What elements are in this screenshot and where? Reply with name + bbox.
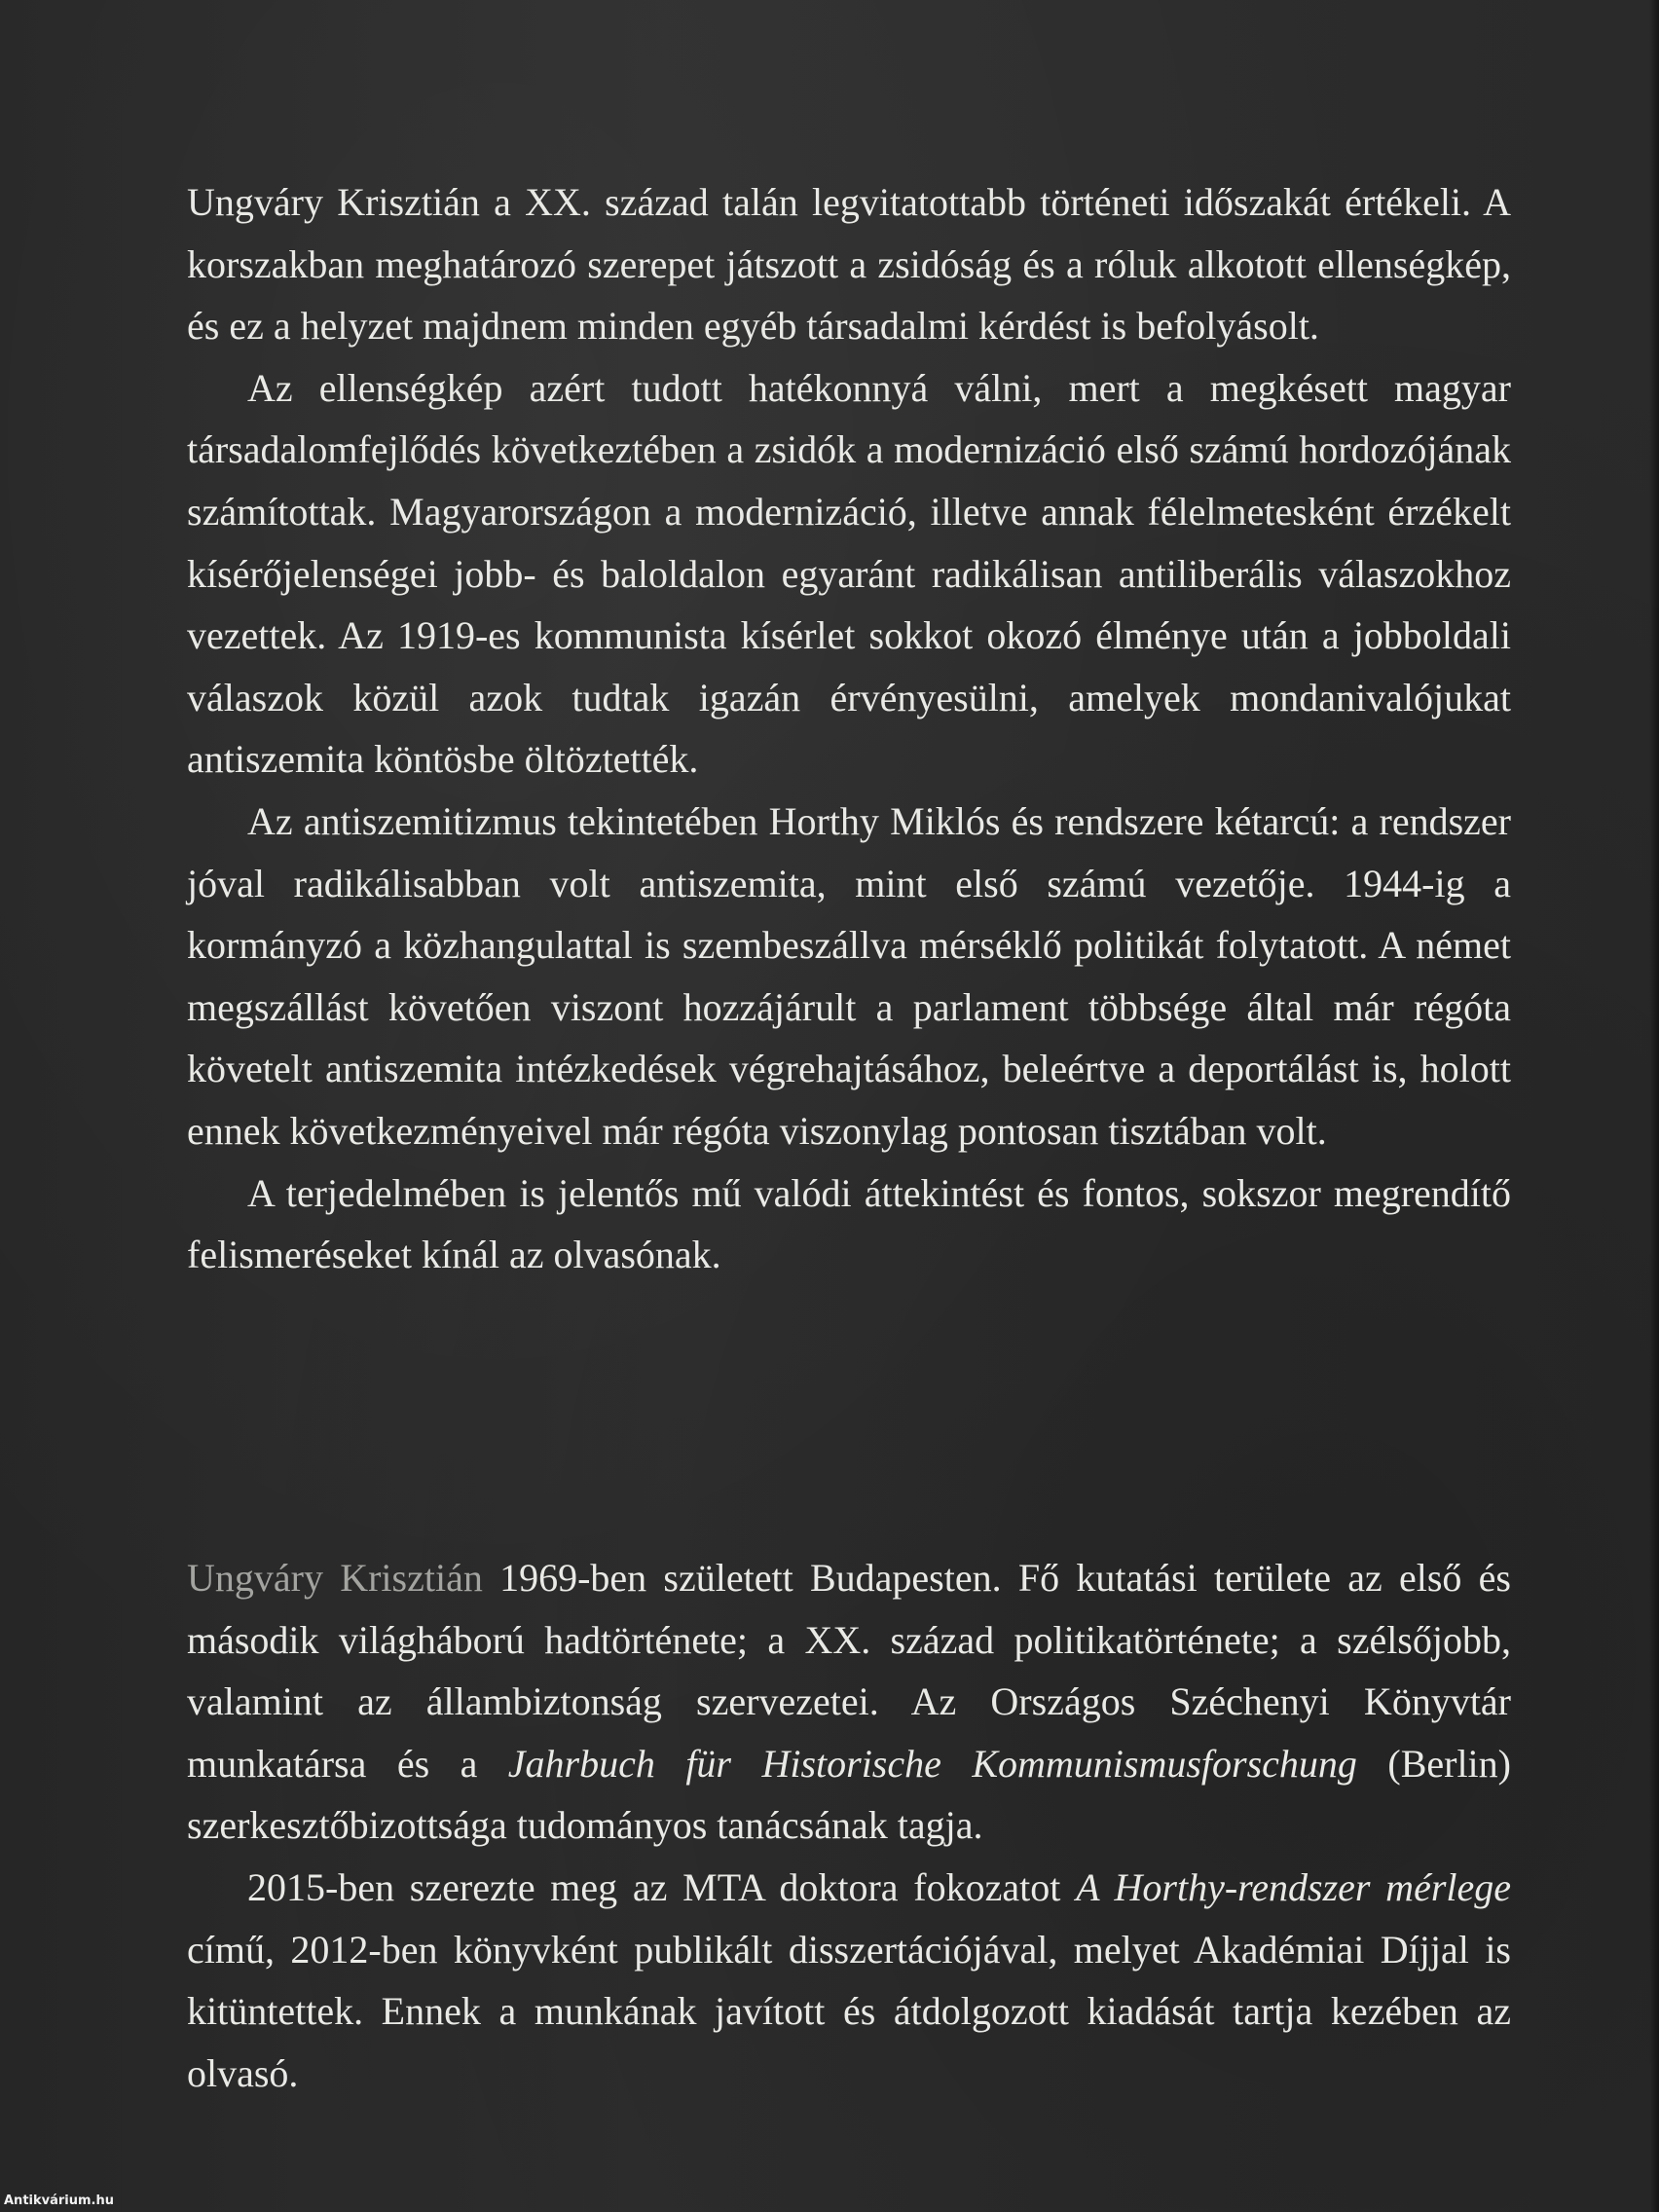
bio-text-2a: 2015-ben szerezte meg az MTA doktora fokozatot	[247, 1864, 1077, 1909]
bio-paragraph-2	[187, 1857, 1511, 2104]
blurb-paragraph-4: A terjedelmében is jelentős mű valódi áttekintést és fontos, sokszor megrendítő felismeréseket kínál az olvasónak.	[187, 1170, 1511, 1277]
bio-paragraph-1	[187, 1547, 1511, 1857]
bio-text-1b: (Berlin) szerkesztőbizottsága tudományos tanácsának tagja.	[187, 1741, 1511, 1848]
blurb-paragraph-1: Ungváry Krisztián a XX. század talán legvitatottabb történeti időszakát értékeli. A korszakban meghatározó szerepet játszott a zsidóság és a róluk alkotott ellenségkép, és ez a helyzet majdnem minden egyéb társadalmi kérdést is befolyásolt.	[187, 180, 1511, 349]
bio-text-2b: című, 2012-ben könyvként publikált disszertációjával, melyet Akadémiai Díjjal is kitüntettek. Ennek a munkának javított és átdolgozott kiadását tartja kezében az olvasó.	[187, 1927, 1511, 2095]
watermark: Antikvárium.hu	[4, 2194, 114, 2208]
author-bio	[187, 1547, 1511, 2104]
journal-title: Jahrbuch für Historische Kommunismusforschung	[507, 1741, 1357, 1786]
back-cover-blurb	[187, 171, 1511, 1286]
bio-text-1a: 1969-ben született Budapesten. Fő kutatási területe az első és második világháború hadtörténete; a XX. század politikatörténete; a szélsőjobb, valamint az állambiztonság szervezetei. Az Országos Széchenyi Könyvtár munkatársa és a	[187, 1556, 1511, 1786]
blurb-paragraph-2: Az ellenségkép azért tudott hatékonnyá válni, mert a megkésett magyar társadalomfejlődés következtében a zsidók a modernizáció első számú hordozójának számítottak. Magyarországon a modernizáció, illetve annak félelmetesként érzékelt kísérőjelenségei jobb- és baloldalon egyaránt radikálisan antiliberális válaszokhoz vezettek. Az 1919-es kommunista kísérlet sokkot okozó élménye után a jobboldali válaszok közül azok tudtak igazán érvényesülni, amelyek mondanivalójukat antiszemita köntösbe öltöztették.	[187, 365, 1511, 782]
book-title: A Horthy-rendszer mérlege	[1076, 1864, 1512, 1909]
blurb-paragraph-3: Az antiszemitizmus tekintetében Horthy Miklós és rendszere kétarcú: a rendszer jóval radikálisabban volt antiszemita, mint első számú vezetője. 1944-ig a kormányzó a közhangulattal is szembeszállva mérséklő politikát folytatott. A német megszállást követően viszont hozzájárult a parlament többsége által már régóta követelt antiszemita intézkedések végrehajtásához, beleértve a deportálást is, holott ennek következményeivel már régóta viszonylag pontosan tisztában volt.	[187, 798, 1511, 1153]
page-edge-shadow	[1649, 0, 1659, 2212]
author-name: Ungváry Krisztián	[187, 1556, 483, 1600]
